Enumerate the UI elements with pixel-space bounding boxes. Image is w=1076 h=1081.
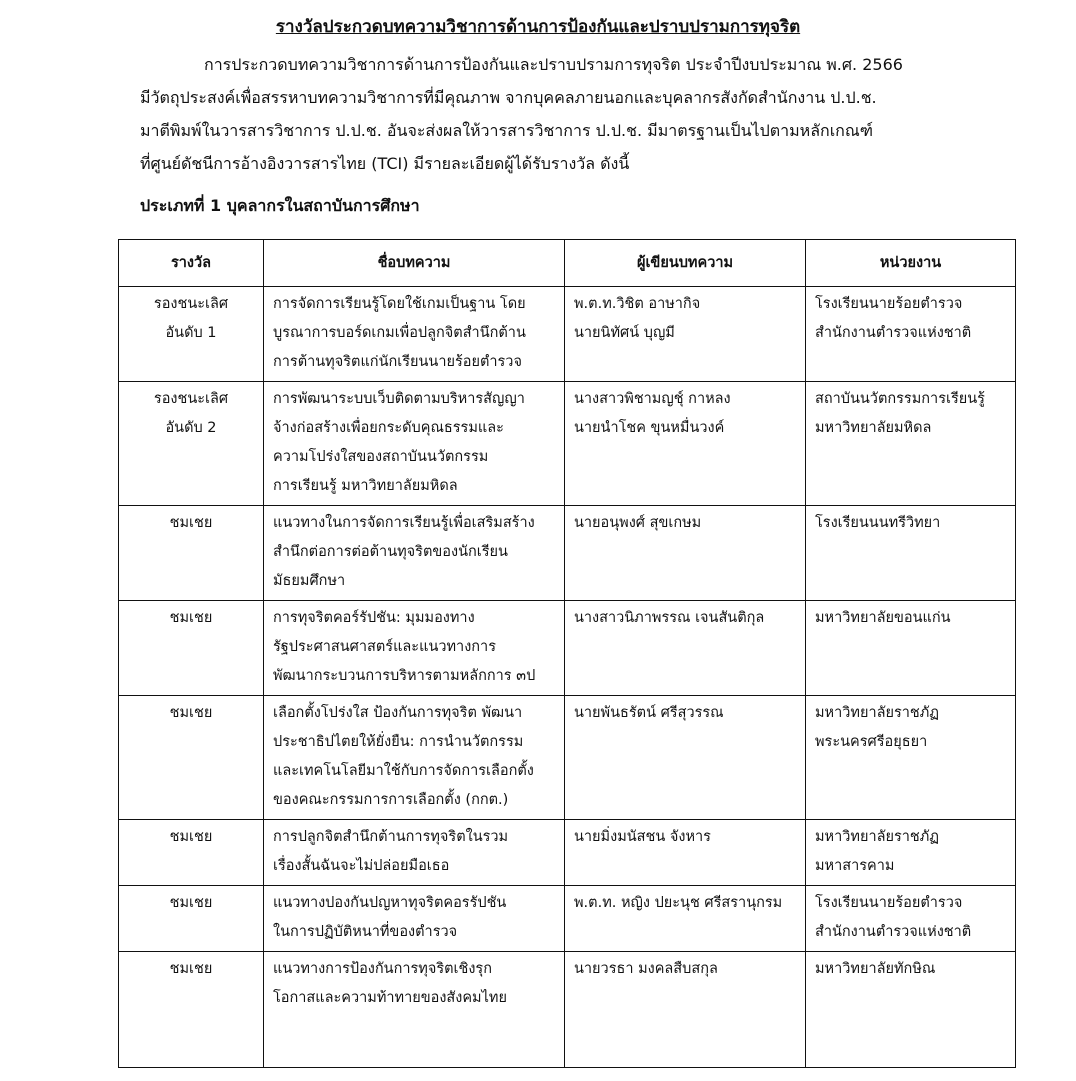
cell-text-line: โรงเรียนนายร้อยตำรวจ	[815, 895, 963, 911]
header-agency: หน่วยงาน	[806, 240, 1016, 287]
cell-text-line: มหาวิทยาลัยราชภัฏ	[815, 829, 940, 845]
table-row	[119, 287, 1016, 382]
cell-text-line: อันดับ 1	[165, 325, 217, 341]
award-cell	[119, 287, 264, 382]
table-row	[119, 886, 1016, 952]
cell-text-line: นายอนุพงศ์ สุขเกษม	[574, 515, 702, 531]
cell-text-line: การทุจริตคอร์รัปชัน: มุมมองทาง	[273, 610, 475, 626]
cell-text-line: เรื่องสั้นฉันจะไม่ปล่อยมือเธอ	[273, 858, 450, 874]
cell-text-line: พ.ต.ท.วิชิต อาษากิจ	[574, 296, 701, 312]
authors-cell	[565, 696, 806, 820]
cell-text-line: มหาสารคาม	[815, 858, 895, 874]
table-row	[119, 820, 1016, 886]
table-row	[119, 696, 1016, 820]
cell-text-line: นายมิ่งมนัสชน จังหาร	[574, 829, 711, 845]
cell-text-line: ในการปฏิบัติหนาที่ของตำรวจ	[273, 924, 458, 940]
cell-text-line: พระนครศรีอยุธยา	[815, 734, 928, 750]
cell-text-line: ประชาธิปไตยให้ยั่งยืน: การนำนวัตกรรม	[273, 734, 524, 750]
cell-text-line: โรงเรียนนนทรีวิทยา	[815, 515, 941, 531]
intro-line: ที่ศูนย์ดัชนีการอ้างอิงวารสารไทย (TCI) มีรายละเอียดผู้ได้รับรางวัล ดังนี้	[140, 154, 630, 173]
cell-text-line: มหาวิทยาลัยราชภัฏ	[815, 705, 940, 721]
table-row	[119, 952, 1016, 1068]
agency-cell	[806, 886, 1016, 952]
document-title: รางวัลประกวดบทความวิชาการด้านการป้องกันและปราบปรามการทุจริต	[275, 17, 801, 37]
header-award: รางวัล	[119, 240, 264, 287]
award-cell	[119, 952, 264, 1068]
authors-cell	[565, 601, 806, 696]
cell-text-line: ชมเชย	[169, 961, 213, 977]
cell-text-line: ของคณะกรรมการการเลือกตั้ง (กกต.)	[273, 792, 509, 808]
cell-text-line: ชมเชย	[169, 705, 213, 721]
cell-text-line: การพัฒนาระบบเว็บติดตามบริหารสัญญา	[273, 391, 525, 407]
cell-text-line: นายนำโชค ขุนหมื่นวงค์	[574, 420, 725, 436]
cell-text-line: โรงเรียนนายร้อยตำรวจ	[815, 296, 963, 312]
agency-cell	[806, 287, 1016, 382]
table-row	[119, 601, 1016, 696]
cell-text-line: บูรณาการบอร์ดเกมเพื่อปลูกจิตสำนึกต้าน	[273, 325, 526, 341]
article-title-cell	[264, 820, 565, 886]
cell-text-line: โอกาสและความท้าทายของสังคมไทย	[273, 990, 507, 1006]
cell-text-line: อันดับ 2	[165, 420, 217, 436]
header-authors: ผู้เขียนบทความ	[565, 240, 806, 287]
cell-text-line: นางสาวพิชามญชุ์ กาหลง	[574, 391, 731, 407]
cell-text-line: นายพันธรัตน์ ศรีสุวรรณ	[574, 705, 724, 721]
agency-cell	[806, 696, 1016, 820]
article-title-cell	[264, 601, 565, 696]
authors-cell	[565, 952, 806, 1068]
cell-text-line: มหาวิทยาลัยมหิดล	[815, 420, 932, 436]
cell-text-line: จ้างก่อสร้างเพื่อยกระดับคุณธรรมและ	[273, 420, 504, 436]
agency-cell	[806, 952, 1016, 1068]
cell-text-line: มัธยมศึกษา	[273, 573, 346, 589]
intro-line: มีวัตถุประสงค์เพื่อสรรหาบทความวิชาการที่มีคุณภาพ จากบุคคลภายนอกและบุคลากรสังกัดสำนักงาน ป.ป.ช.	[140, 88, 877, 107]
cell-text-line: มหาวิทยาลัยขอนแก่น	[815, 610, 951, 626]
cell-text-line: สถาบันนวัตกรรมการเรียนรู้	[815, 391, 985, 407]
article-title-cell	[264, 382, 565, 506]
award-cell	[119, 820, 264, 886]
table-row	[119, 506, 1016, 601]
cell-text-line: การเรียนรู้ มหาวิทยาลัยมหิดล	[273, 478, 458, 494]
authors-cell	[565, 506, 806, 601]
article-title-cell	[264, 696, 565, 820]
cell-text-line: เลือกตั้งโปร่งใส ป้องกันการทุจริต พัฒนา	[273, 705, 523, 721]
award-cell	[119, 506, 264, 601]
cell-text-line: นางสาวนิภาพรรณ เจนสันติกุล	[574, 610, 765, 626]
agency-cell	[806, 506, 1016, 601]
authors-cell	[565, 287, 806, 382]
awards-table	[118, 239, 1016, 1068]
header-title: ชื่อบทความ	[264, 240, 565, 287]
table-row	[119, 382, 1016, 506]
cell-text-line: รองชนะเลิศ	[153, 391, 229, 407]
authors-cell	[565, 886, 806, 952]
cell-text-line: สำนึกต่อการต่อต้านทุจริตของนักเรียน	[273, 544, 508, 560]
cell-text-line: นายวรธา มงคลสืบสกุล	[574, 961, 718, 977]
article-title-cell	[264, 952, 565, 1068]
intro-line: มาตีพิมพ์ในวารสารวิชาการ ป.ป.ช. อันจะส่งผลให้วารสารวิชาการ ป.ป.ช. มีมาตรฐานเป็นไปตามหลักเกณฑ์	[140, 121, 873, 140]
intro-line: การประกวดบทความวิชาการด้านการป้องกันและปราบปรามการทุจริต ประจำปีงบประมาณ พ.ศ. 2566	[204, 55, 903, 74]
intro-paragraph	[140, 48, 995, 180]
cell-text-line: พ.ต.ท. หญิง ปยะนุช ศรีสรานุกรม	[574, 895, 783, 911]
cell-text-line: ชมเชย	[169, 610, 213, 626]
cell-text-line: การจัดการเรียนรู้โดยใช้เกมเป็นฐาน โดย	[273, 296, 526, 312]
article-title-cell	[264, 287, 565, 382]
table-header-row	[119, 240, 1016, 287]
award-cell	[119, 601, 264, 696]
cell-text-line: แนวทางปองกันปญหาทุจริตคอรรัปชัน	[273, 895, 507, 911]
cell-text-line: การต้านทุจริตแก่นักเรียนนายร้อยตำรวจ	[273, 354, 522, 370]
award-cell	[119, 382, 264, 506]
agency-cell	[806, 382, 1016, 506]
authors-cell	[565, 382, 806, 506]
cell-text-line: ชมเชย	[169, 895, 213, 911]
article-title-cell	[264, 886, 565, 952]
cell-text-line: ชมเชย	[169, 829, 213, 845]
cell-text-line: รองชนะเลิศ	[153, 296, 229, 312]
cell-text-line: การปลูกจิตสำนึกต้านการทุจริตในรวม	[273, 829, 509, 845]
cell-text-line: รัฐประศาสนศาสตร์และแนวทางการ	[273, 639, 496, 655]
agency-cell	[806, 601, 1016, 696]
cell-text-line: แนวทางในการจัดการเรียนรู้เพื่อเสริมสร้าง	[273, 515, 535, 531]
cell-text-line: สำนักงานตำรวจแห่งชาติ	[815, 924, 972, 940]
table-body	[119, 287, 1016, 1068]
award-cell	[119, 886, 264, 952]
cell-text-line: ชมเชย	[169, 515, 213, 531]
cell-text-line: พัฒนากระบวนการบริหารตามหลักการ ๓ป	[273, 668, 536, 684]
award-cell	[119, 696, 264, 820]
authors-cell	[565, 820, 806, 886]
cell-text-line: มหาวิทยาลัยทักษิณ	[815, 961, 936, 977]
cell-text-line: แนวทางการป้องกันการทุจริตเชิงรุก	[273, 961, 492, 977]
cell-text-line: สำนักงานตำรวจแห่งชาติ	[815, 325, 972, 341]
agency-cell	[806, 820, 1016, 886]
category-heading: ประเภทที่ 1 บุคลากรในสถาบันการศึกษา	[140, 196, 420, 215]
cell-text-line: นายนิทัศน์ บุญมี	[574, 325, 675, 341]
cell-text-line: และเทคโนโลยีมาใช้กับการจัดการเลือกตั้ง	[273, 763, 534, 779]
article-title-cell	[264, 506, 565, 601]
cell-text-line: ความโปร่งใสของสถาบันนวัตกรรม	[273, 449, 489, 465]
